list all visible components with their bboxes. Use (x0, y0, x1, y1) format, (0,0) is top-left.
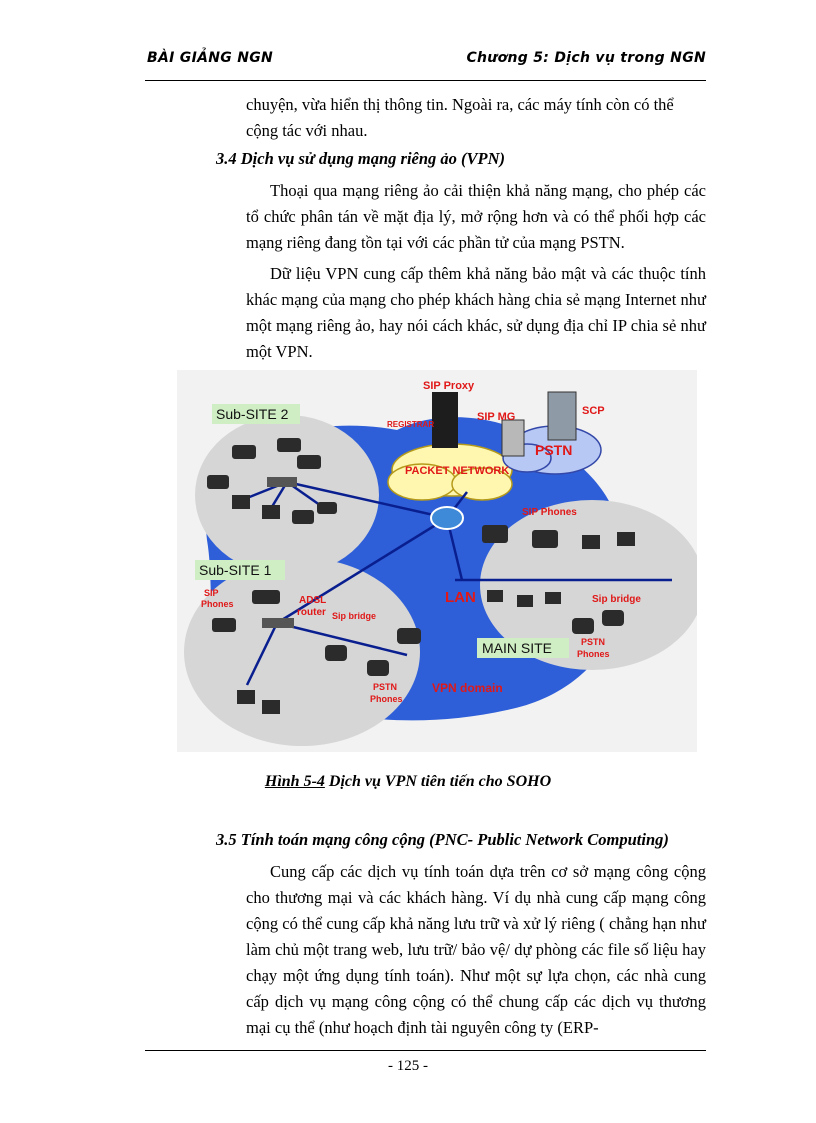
packet-network-label: PACKET NETWORK (405, 465, 510, 477)
sub-site-2-label: Sub-SITE 2 (216, 406, 289, 422)
vpn-network-figure (177, 370, 697, 752)
section-3-4-paragraph-2: Dữ liệu VPN cung cấp thêm khả năng bảo mật và các thuộc tính khác mạng của mạng cho phép khách hàng chia sẻ mạng Internet như một mạng riêng ảo, hay nói cách khác, sử dụng địa chỉ IP chia sẻ như một VPN. (246, 264, 706, 361)
footer-rule (145, 1050, 706, 1051)
adsl-router-label-1: ADSL (299, 595, 327, 606)
sip-phones-sub-label-2: Phones (201, 599, 234, 609)
figure-caption-number: Hình 5-4 (264, 773, 325, 790)
pstn-phones-main-label-1: PSTN (581, 637, 606, 647)
header-rule (145, 80, 706, 81)
registrar-label: REGISTRAR (387, 420, 435, 429)
pstn-cloud-label: PSTN (535, 442, 573, 458)
sip-proxy-server (432, 392, 458, 448)
section-3-4-heading: 3.4 Dịch vụ sử dụng mạng riêng ảo (VPN) (216, 149, 506, 168)
sip-mg-gateway (502, 420, 524, 456)
sub-site-1-label: Sub-SITE 1 (199, 562, 272, 578)
vpn-domain-label: VPN domain (432, 681, 503, 695)
section-3-4-body (246, 178, 706, 365)
section-3-4-paragraph-1: Thoại qua mạng riêng ảo cải thiện khả năng mạng, cho phép các tổ chức phân tán về mặt địa lý, mở rộng hơn và có thể phối hợp các mạng riêng đang tồn tại với các phần tử của mạng PSTN. (246, 181, 706, 252)
adsl-router-device (262, 618, 294, 628)
header-chapter-title: Chương 5: Dịch vụ trong NGN (466, 50, 706, 66)
section-3-5-heading: 3.5 Tính toán mạng công cộng (PNC- Public Network Computing) (216, 830, 669, 849)
intro-paragraph (246, 92, 706, 144)
vpn-diagram (177, 370, 697, 752)
figure-caption (0, 773, 816, 791)
sub-site-2-switch (267, 477, 297, 487)
core-router (431, 507, 463, 529)
sip-phones-sub-label-1: SIP (204, 588, 219, 598)
section-3-5-paragraph: Cung cấp các dịch vụ tính toán dựa trên cơ sở mạng công cộng cho thương mại và các khách hàng. Ví dụ nhà cung cấp mạng công cộng có thể cung cấp khả năng lưu trữ và xử lý riêng ( chẳng hạn như làm chủ một trang web, lưu trữ/ bảo vệ/ dự phòng các file số liệu hay chạy một ứng dụng tính toán). Như một sự lựa chọn, các nhà cung cấp dịch vụ mạng công cộng có thể chung cấp các dịch vụ thương mại cụ thể (như hoạch định tài nguyên công ty (ERP- (246, 862, 706, 1037)
sip-bridge-sub-label: Sip bridge (332, 611, 377, 621)
intro-line-2: cộng tác với nhau. (246, 121, 368, 140)
sip-mg-label: SIP MG (477, 411, 516, 423)
sip-bridge-main-label: Sip bridge (592, 594, 641, 605)
sub-site-1-area (184, 558, 420, 746)
section-3-5-body (246, 859, 706, 1041)
scp-label: SCP (582, 405, 605, 417)
scp-server (548, 392, 576, 440)
sip-proxy-label: SIP Proxy (423, 380, 475, 392)
page-number: - 125 - (388, 1058, 428, 1074)
pstn-phones-sub-label-1: PSTN (373, 682, 398, 692)
main-site-label: MAIN SITE (482, 640, 553, 656)
pstn-phones-sub-label-2: Phones (370, 694, 403, 704)
adsl-router-label-2: router (297, 607, 326, 618)
pstn-phones-main-label-2: Phones (577, 649, 610, 659)
sip-phones-main-label: SIP Phones (522, 507, 577, 518)
intro-line-1: chuyện, vừa hiển thị thông tin. Ngoài ra, các máy tính còn có thể (246, 95, 674, 114)
figure-caption-text: Dịch vụ VPN tiên tiến cho SOHO (324, 773, 552, 790)
header-left-title: BÀI GIẢNG NGN (147, 50, 274, 66)
lan-label: LAN (445, 589, 476, 606)
